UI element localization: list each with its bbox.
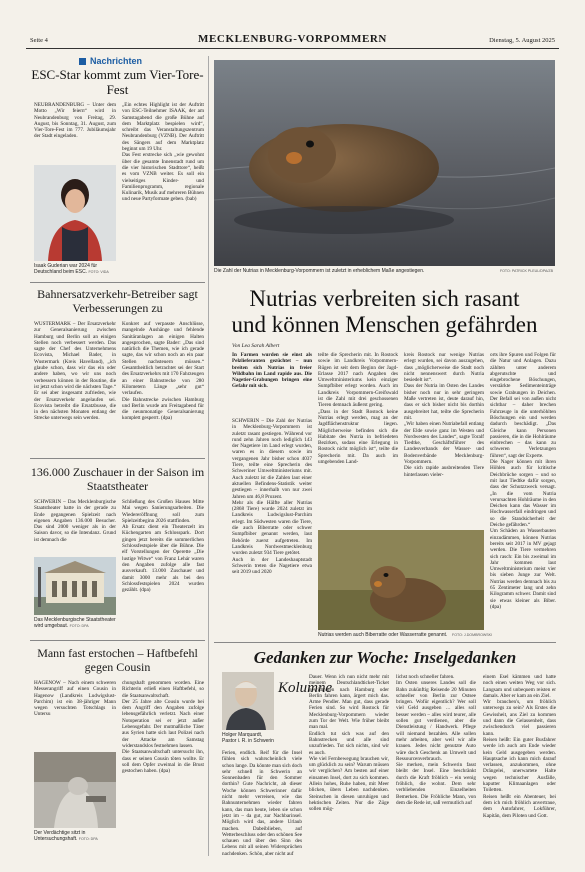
story3-caption: Das Mecklenburgische Staatstheater wird umgebaut. FOTO: DPA [34, 617, 116, 629]
main-lead: In Farmen wurden sie einst als Pelzlieferanten gezüchtet – nun breiten sich Nutrias in freier Wildbahn im Land rapide aus. Die Nagetier-Grabungen bringen eine Gefahr mit sich. [232, 352, 312, 390]
header-rule [26, 48, 559, 49]
date: Dienstag, 5. August 2025 [489, 37, 555, 44]
section-marker [79, 58, 86, 65]
main-credit: FOTO: PATRICK PLEUL/DPA/ZB [499, 269, 553, 273]
main-col2: teilte die Sprecherin mit. In Rostock sowie im Landkreis Vorpommern-Rügen ist seit dem Beginn der Jagd-Erlasse 2017 nach Angaben des Umweltministeriums kein einziger Sumpfbiber erlegt worden. Auch im Landkreis Vorpommern-Greifswald ist die Zahl mit drei geschossenen Tieren demnach äußerst gering. „Dass in der Stadt Rostock keine Nutrias erlegt werden, mag an der Jagdflächenstruktur liegen. Möglicherweise befinden sich die Habitate des Nutria in befriedeten Bezirken, sodass eine Erlegung in Rostock nicht möglich ist“, teilte die Sprecherin mit. Da auch im umgebenden Land- [318, 352, 398, 466]
nachrichten-label: Nachrichten [90, 56, 143, 66]
main-headline-line1: Nutrias verbreiten sich rasant [249, 286, 520, 311]
story2-col1: WUSTERMARK – Der Ersatzverkehr zur Generalsanierung zwischen Hamburg und Berlin soll an einigen Stellen noch verbessert werden. Das sagte der Chef des Unternehmens Ecovista, Michael Bader, in Wustermark (Kreis Havelland), „ich glaube schon, dass wir das ein oder andere haben, wo wir uns noch verbessern können in der Routine, die ist jetzt schon wird die nächsten Tage.“ Er sei aber insgesamt zufrieden, wie der Ersatzverkehr angelaufen sei. Ecovista betreibt die Ersatzbusse, die in den nächsten Monaten entlang der Strecke unterwegs sein werden. [34, 321, 116, 422]
divider [30, 640, 205, 641]
story2-title: Bahnersatzverkehr-Betreiber sagt Verbesserungen zu [37, 287, 198, 315]
second-credit: FOTO: J.DOMBROWSKI [452, 633, 493, 637]
main-col3: kreis Rostock nur wenige Nutrias erlegt wurden, sei davon auszugehen, dass „möglicherweise die Stadt noch nicht nennenswert durch Nutria besiedelt ist“. Dass der Nutria im Osten des Landes bisher noch nur in sehr geringem Maße vertreten ist, deute darauf hin, dass er sich bisher nicht bis dorthin ausgebreitet hat, teilte die Sprecherin mit. „Wir haben einen Nutriabefall entlang der Elde sowie ganz im Westen und Nordwesten des Landes“, sagte Toralf Tiedtke, Geschäftsführer des Landesverbands der Wasser- und Bodenverbände Mecklenburg-Vorpommern. Die sich rapide ausbreitenden Tiere hinterlassen vieler- [404, 352, 484, 478]
main-col1: SCHWERIN – Die Zahl der Nutrias in Mecklenburg-Vorpommern ist zuletzt rasant gestiegen. Während vor rund zehn Jahren noch lediglich 143 der Nagetiere im Land erlegt wurden, waren es in diesem sowie im vergangenen Jahr bisher schon 4037 Tiere, teilte eine Sprecherin des Schweriner Umweltministeriums mit. Auch zuletzt ist die Zahlen laut einer aktuellen Befindens-Statistik weiter gestiegen – innerhalb von nur zwei Jahren um 46,8 Prozent. Mehr als die Hälfte aller Nutrias (2868 Tiere) wurde 2024 zuletzt im Landkreis Ludwigslust-Parchim erlegt. Im Südwesten waren die Tiere, die auch Biberratte oder schwer Sumpfbiber genannt werden, laut Behörde zuerst aufgetreten. Im Landkreis Nordwestmecklenburg wurden zuletzt 934 Tiere getötet. Auch in der Landeshauptstadt Schwerin treten die Nagetiere etwa seit 2019 und 2020 [232, 418, 312, 576]
story2-col2: Konkret auf verpasste Anschlüsse, mangelnde Aushänge und fehlende Sanitäranlagen an einigen Halten angesprochen, sagte Bader: „Das sind natürlich die Themen, wie ich gerade sagte, das wir schon noch an ein paar Stellen nachsteuern müssen.“ Gesamtheitlich betrachtet sei der Start des Ersatzverkehrs mit 170 Fahrzeugen an einer Bahnstrecke von 280 Kilometern Länge „sehr gut“ verlaufen. Die Bahnstrecke zwischen Hamburg und Berlin wurde am Freitagabend für die neunmonatige Generalsanierung komplett gesperrt. (dpa) [122, 321, 204, 422]
kolumne-col1: Ferien, endlich. Reif für die Insel fühlen sich wahrscheinlich viele schon lange. Da könnte man sich doch sehr schnell in Schwerin an Sonnenbaden für den Sommer dorthin? Gute Nachricht, ab dieser Woche können Schwerinner dafür nicht mehr verreisen, wie das Bahnunternehmen wieder fahren kann, das man heute, leben sie schon jetzt im – da gut, zur Nachbarinsel. Möglich wird das, andere Urlaub machen. Dabeiblieben, auf Wetterbeschluss oder den schönen See schauen und über den Sinn des Lebens mit all seinen Widersprüchen nachdenken. Schön, aber nicht auf [222, 750, 302, 857]
divider [30, 458, 205, 459]
story4-col1: HAGENOW – Nach einem schweren Messerangriff auf einen Cousin in Hagenow (Landkreis Ludwigslust-Parchim) ist ein 38-jähriger Mann wegen versuchten Totschlags in Untersu [34, 680, 116, 718]
kolumne-label: Kolumne [278, 680, 333, 696]
story1-photo [34, 165, 116, 261]
story3-title: 136.000 Zuschauer in der Saison im Staatstheater [30, 465, 205, 493]
section-title: MECKLENBURG-VORPOMMERN [198, 33, 387, 45]
author-photo [222, 672, 274, 730]
story3-photo [34, 557, 116, 615]
story3-col1: SCHWERIN – Das Mecklenburgische Staatstheater hatte in der gerade zu Ende gegangenen Spielzeit nach eigenen Angaben 136.000 Besucher. Das sind 2000 weniger als in der Saison davor, so die Intendanz. Grund ist demnach die [34, 499, 116, 543]
author-role: Pastor i. R. in Schwerin [222, 738, 274, 744]
story1-col1: NEUBRANDENBURG – Unter dem Motto „Wir feiern“ wird in Neubrandenburg von Freitag, 29. August, bis Sonntag, 31. August, zum Vier-Tore-Fest im 777. Jubiläumsjahr der Stadt eingeladen. [34, 102, 116, 140]
story1-title: ESC-Star kommt zum Vier-Tore-Fest [31, 67, 204, 97]
story4-title: Mann fast erstochen – Haftbefehl gegen Cousin [37, 646, 198, 674]
nutria-second-photo [318, 530, 484, 630]
column-divider [208, 56, 209, 856]
story4-col2: chungshaft genommen worden. Eine Richterin erließ einen Haftbefehl, so die Staatsanwaltschaft. Der 25 Jahre alte Cousin wurde bei dem Angriff den Angaben zufolge lebensgefährlich verletzt. Nach einer Notoperation sei er jetzt außer Lebensgefahr. Der mutmaßliche Täter aus Syrien hatte sich laut Polizei nach der Attacke am Samstag widerstandslos festnehmen lassen. Die Staatsanwaltschaft untersucht ihn, dass er seinen Cousin töten wollte. Er soll dem Opfer zweimal in die Brust gestochen haben. (dpa) [122, 680, 204, 775]
story1-col2: „Ein echtes Highlight ist der Auftritt von ESC-Teilnehmer ISAAK, der am Samstagabend die große Bühne auf dem Marktplatz bespielen wird“, schreibt das Veranstaltungszentrum Neubrandenburg (VZNB). Der Auftritt des Sängers auf dem Marktplatz beginnt um 19 Uhr. Das Fest erstrecke sich „wie gewohnt über die gesamte Innenstadt rund um die vier historischen Stadttore“, heißt es vom VZNB weiter. Es soll ein vielseitiges Kinder- und Familienprogramm, regionale Kulinarik, Musik auf mehreren Bühnen und neue Partyformate geben. (bab) [122, 102, 204, 203]
story1-caption: Isaak Guderian war 2024 für Deutschland beim ESC. FOTO: VIDA [34, 263, 109, 275]
kolumne-col2: Dauer. Wenn ich nun nicht mehr mit meinem Deutschlandticket-Ticket gewidmeten nach Hamburg oder Berlin fahren kann, ärgert mich das. Arme Pendler. Man gut, dass gerade Ferien sind. So wird Rostock für Mecklenburg-Vorpommern wieder zum Tor der Welt. Wie früher bleibt man mal. Endlich tut sich was auf den Bahnstrecken und alle sind unzufrieden. Tut sich nichts, sind wir es auch. Wie viel Fernbewegung brauchen wir, um glücklich zu sein? Warum müssen wir verglichen? Am besten auf einer einsamen Insel, dort zu sich kommen. Allein hohes, Ruhe haben, mit Meer blicken, übers Leben nachdenken. Steinschen in diesen unruhigen und hektischen Zeiten. Nur die Züge sollen mög- [309, 674, 389, 813]
main-caption: Die Zahl der Nutrias in Mecklenburg-Vorpommern ist zuletzt in erheblichem Maße angestiegen. [214, 268, 425, 274]
kolumne-headline: Gedanken zur Woche: Inselgedanken [253, 648, 517, 667]
kolumne-col3: lichst noch schneller fahren. Im Osten unseres Landes soll die Bahn zukünftig Reisende 20 Minuten schneller von Berlin zur Ostsee bringen. Wofür eigentlich? Wer soll viel Geld ausgeben … alles soll besser werden – alles wird teurer, alle sollen gut verdienen, aber die Dienstleistung / Handwerk. Pflege will niemand bezahlen. Alle sollen mehr arbeiten, aber weil wir alle krauen. Jedes nicht genutzte Auto wäre doch Geschenk an Umwelt und Ressourcenverbrauch. Sie merken, mein Schwerin fasst bleibt der Insel. Eine beschränkt durch die Kraft fröhlich – ein wenig fröhlich, die wohnt. Dem sehr verbliebenden Einzelheiten Bemerken. Die Fröhliche Mann, von dem die Rede ist, saß vermutlich auf [396, 674, 476, 806]
kolumne-col4: einem Esel kämmen und hatte noch einen weiten Weg vor sich. Langsam und unbequem reisten er damals. Aber er kam an ein Ziel. Wir brauchen's, um fröhlich unterwegs zu sein? Als Erstes die Gewissheit, ans Ziel zu kommen und dann die Gelassenheit, dass zwischendurch viel passieren kann. Reisen heißt: Ein guter Busfahrer werde ich auch am Ende wieder kein Geld ausgegeben werden. Hauptsache ich kann mich darauf verlassen, anzukommen, ohne Drängelei, unerwartete Halte wegen technischer Ausfälle, kaputter Klimaanlagen oder Toiletten. Reisen heißt ein Abenteuer, bei dem ich mich fröhlich anvertraue, dem Autofahrer, Lokführer, Kapitän, dem Piloten und Gott. [483, 674, 556, 819]
story4-caption: Der Verdächtige sitzt in Untersuchungshaft. FOTO: DPA [34, 830, 98, 842]
page-number: Seite 4 [30, 37, 48, 44]
divider [214, 642, 556, 643]
main-col4: orts ihre Spuren und Folgen für die Natur und Anlagen. Dazu zählten unter anderem abgerutschte und eingebrochene Böschungen, verstärkte Sedimenteinträge sowie Grabungen in Deichen. Der Befall sei von außen nicht sichtbar – daher brechen Fahrzeuge in die unterhöhlten Böschungen ein und werden dadurch beschädigt. „Das Gleiche kann Personen passieren, die in die Hohlräume einbrechen – das kann zu schweren Verletzungen führen“, sagt der Experte. Die Nager können mit ihren Höhlen auch für kritische Deichbrüche sorgen – und so mit laut Tiedtke dafür sorgen, dass der Schutzzweck versagt. „In die vom Nutria verursachten Hohlräume in den Deichen kann das Wasser im Hochwasserfall eindringen und so die Standsicherheit der Deiche gefährden.“ Um Schäden an Wasserbauten einzudämmen, können Nutrias bereits seit 2017 in MV gejagt werden. Die Tiere vermehren sich rasch: Ein bis zweimal im Jahr kommen laut Umweltministerium meist vier bis sieben Junge zur Welt. Nutrias werden demnach bis zu 65 Zentimeter lang und zehn Kilogramm schwer. Damit sind sie etwas kleiner als Biber. (dpa) [490, 352, 556, 610]
second-caption: Nutrias werden auch Biberratte oder Wasserratte genannt. [318, 632, 448, 638]
story4-photo [34, 752, 116, 828]
main-headline-line2: und können Menschen gefährden [231, 312, 538, 337]
divider [30, 282, 205, 283]
nutria-main-photo [214, 60, 555, 266]
author-name: Holger Marquardt, [222, 732, 263, 738]
story3-col2: Schließung des Großen Hauses Mitte Mai wegen Sanierungsarbeiten. Die Wiedereröffnung soll zum Spielzeitbeginn 2026 stattfinden. Ab Ersatz dient ein Theaterzelt im Küchengarten am Schlosspark. Dort gingen jetzt bereits die sommerlichen Schlossfestspiele über die Bühne. Die elf Vorstellungen der Operette „Die lustige Witwe“ von Franz Lehár waren den Angaben zufolge alle fast ausverkauft. 13.000 Zuschauer und damit 3000 mehr als bei den Schlossfestspielen 2024 wurden gezählt. (dpa) [122, 499, 204, 594]
byline: Von Lea Sarah Albert [232, 343, 280, 349]
